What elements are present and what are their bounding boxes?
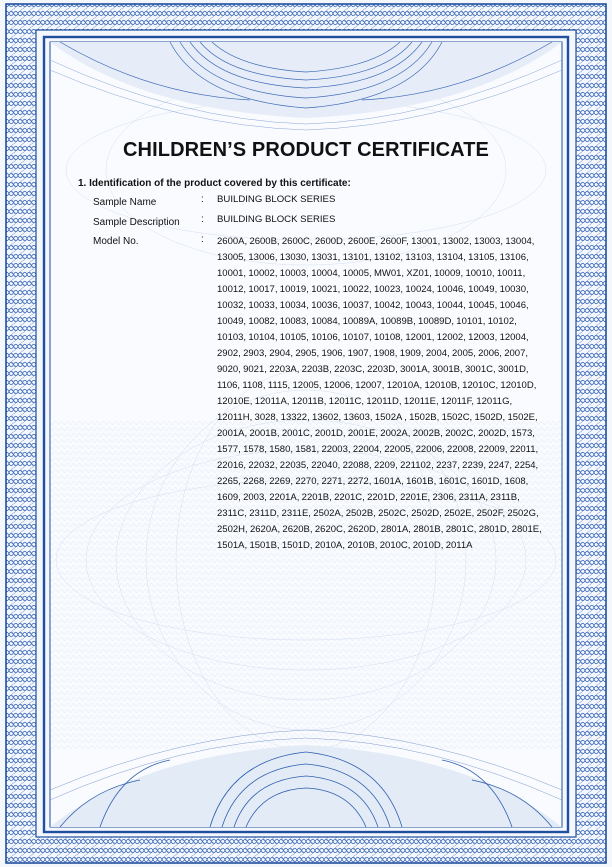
sample-name-label: Sample Name <box>93 197 157 208</box>
sample-description-colon: : <box>201 214 204 225</box>
sample-name-colon: : <box>201 194 204 205</box>
sample-name-value: BUILDING BLOCK SERIES <box>217 194 336 205</box>
model-numbers-list: 2600A, 2600B, 2600C, 2600D, 2600E, 2600F, 13001, 13002, 13003, 13004, 13005, 13006, 13030, 13031, 13101, 13102, 13103, 13104, 13105, 13106, 10001, 10002, 10003, 10004, 10005, MW01, XZ01, 10009, 10010, 10011, 10012, 10017, 10019, 10021, 10022, 10023, 10024, 10046, 10049, 10030, 10032, 10033, 10034, 10036, 10037, 10042, 10043, 10044, 10045, 10046, 10049, 10082, 10083, 10084, 10089A, 10089B, 10089D, 10101, 10102, 10103, 10104, 10105, 10106, 10107, 10108, 12001, 12002, 12003, 12004, 2902, 2903, 2904, 2905, 1906, 1907, 1908, 1909, 2004, 2005, 2006, 2007, 9020, 9021, 2203A, 2203B, 2203C, 2203D, 3001A, 3001B, 3001C, 3001D, 1106, 1108, 1115, 12005, 12006, 12007, 12010A, 12010B, 12010C, 12010D, 12010E, 12011A, 12011B, 12011C, 12011D, 12011E, 12011F, 12011G, 12011H, 3028, 13322, 13602, 13603, 1502A , 1502B, 1502C, 1502D, 1502E, 2001A, 2001B, 2001C, 2001D, 2001E, 2002A, 2002B, 2002C, 2002D, 1573, 1577, 1578, 1580, 1581, 22003, 22004, 22005, 22006, 22008, 22009, 22011, 22016, 22032, 22035, 22040, 22088, 2209, 221102, 2237, 2239, 2247, 2254, 2265, 2268, 2269, 2270, 2271, 2272, 1601A, 1601B, 1601C, 1601D, 1608, 1609, 2003, 2201A, 2201B, 2201C, 2201D, 2201E, 2306, 2311A, 2311B, 2311C, 2311D, 2311E, 2502A, 2502B, 2502C, 2502D, 2502E, 2502F, 2502G, 2502H, 2620A, 2620B, 2620C, 2620D, 2801A, 2801B, 2801C, 2801D, 2801E, 1501A, 1501B, 1501D, 2010A, 2010B, 2010C, 2010D, 2011A <box>217 236 542 551</box>
sample-description-label: Sample Description <box>93 217 180 228</box>
sample-description-value: BUILDING BLOCK SERIES <box>217 214 336 225</box>
section-heading: 1. Identification of the product covered by this certificate: <box>78 178 351 189</box>
model-no-label: Model No. <box>93 236 139 247</box>
page-title: CHILDREN’S PRODUCT CERTIFICATE <box>123 139 489 161</box>
model-no-colon: : <box>201 234 204 245</box>
